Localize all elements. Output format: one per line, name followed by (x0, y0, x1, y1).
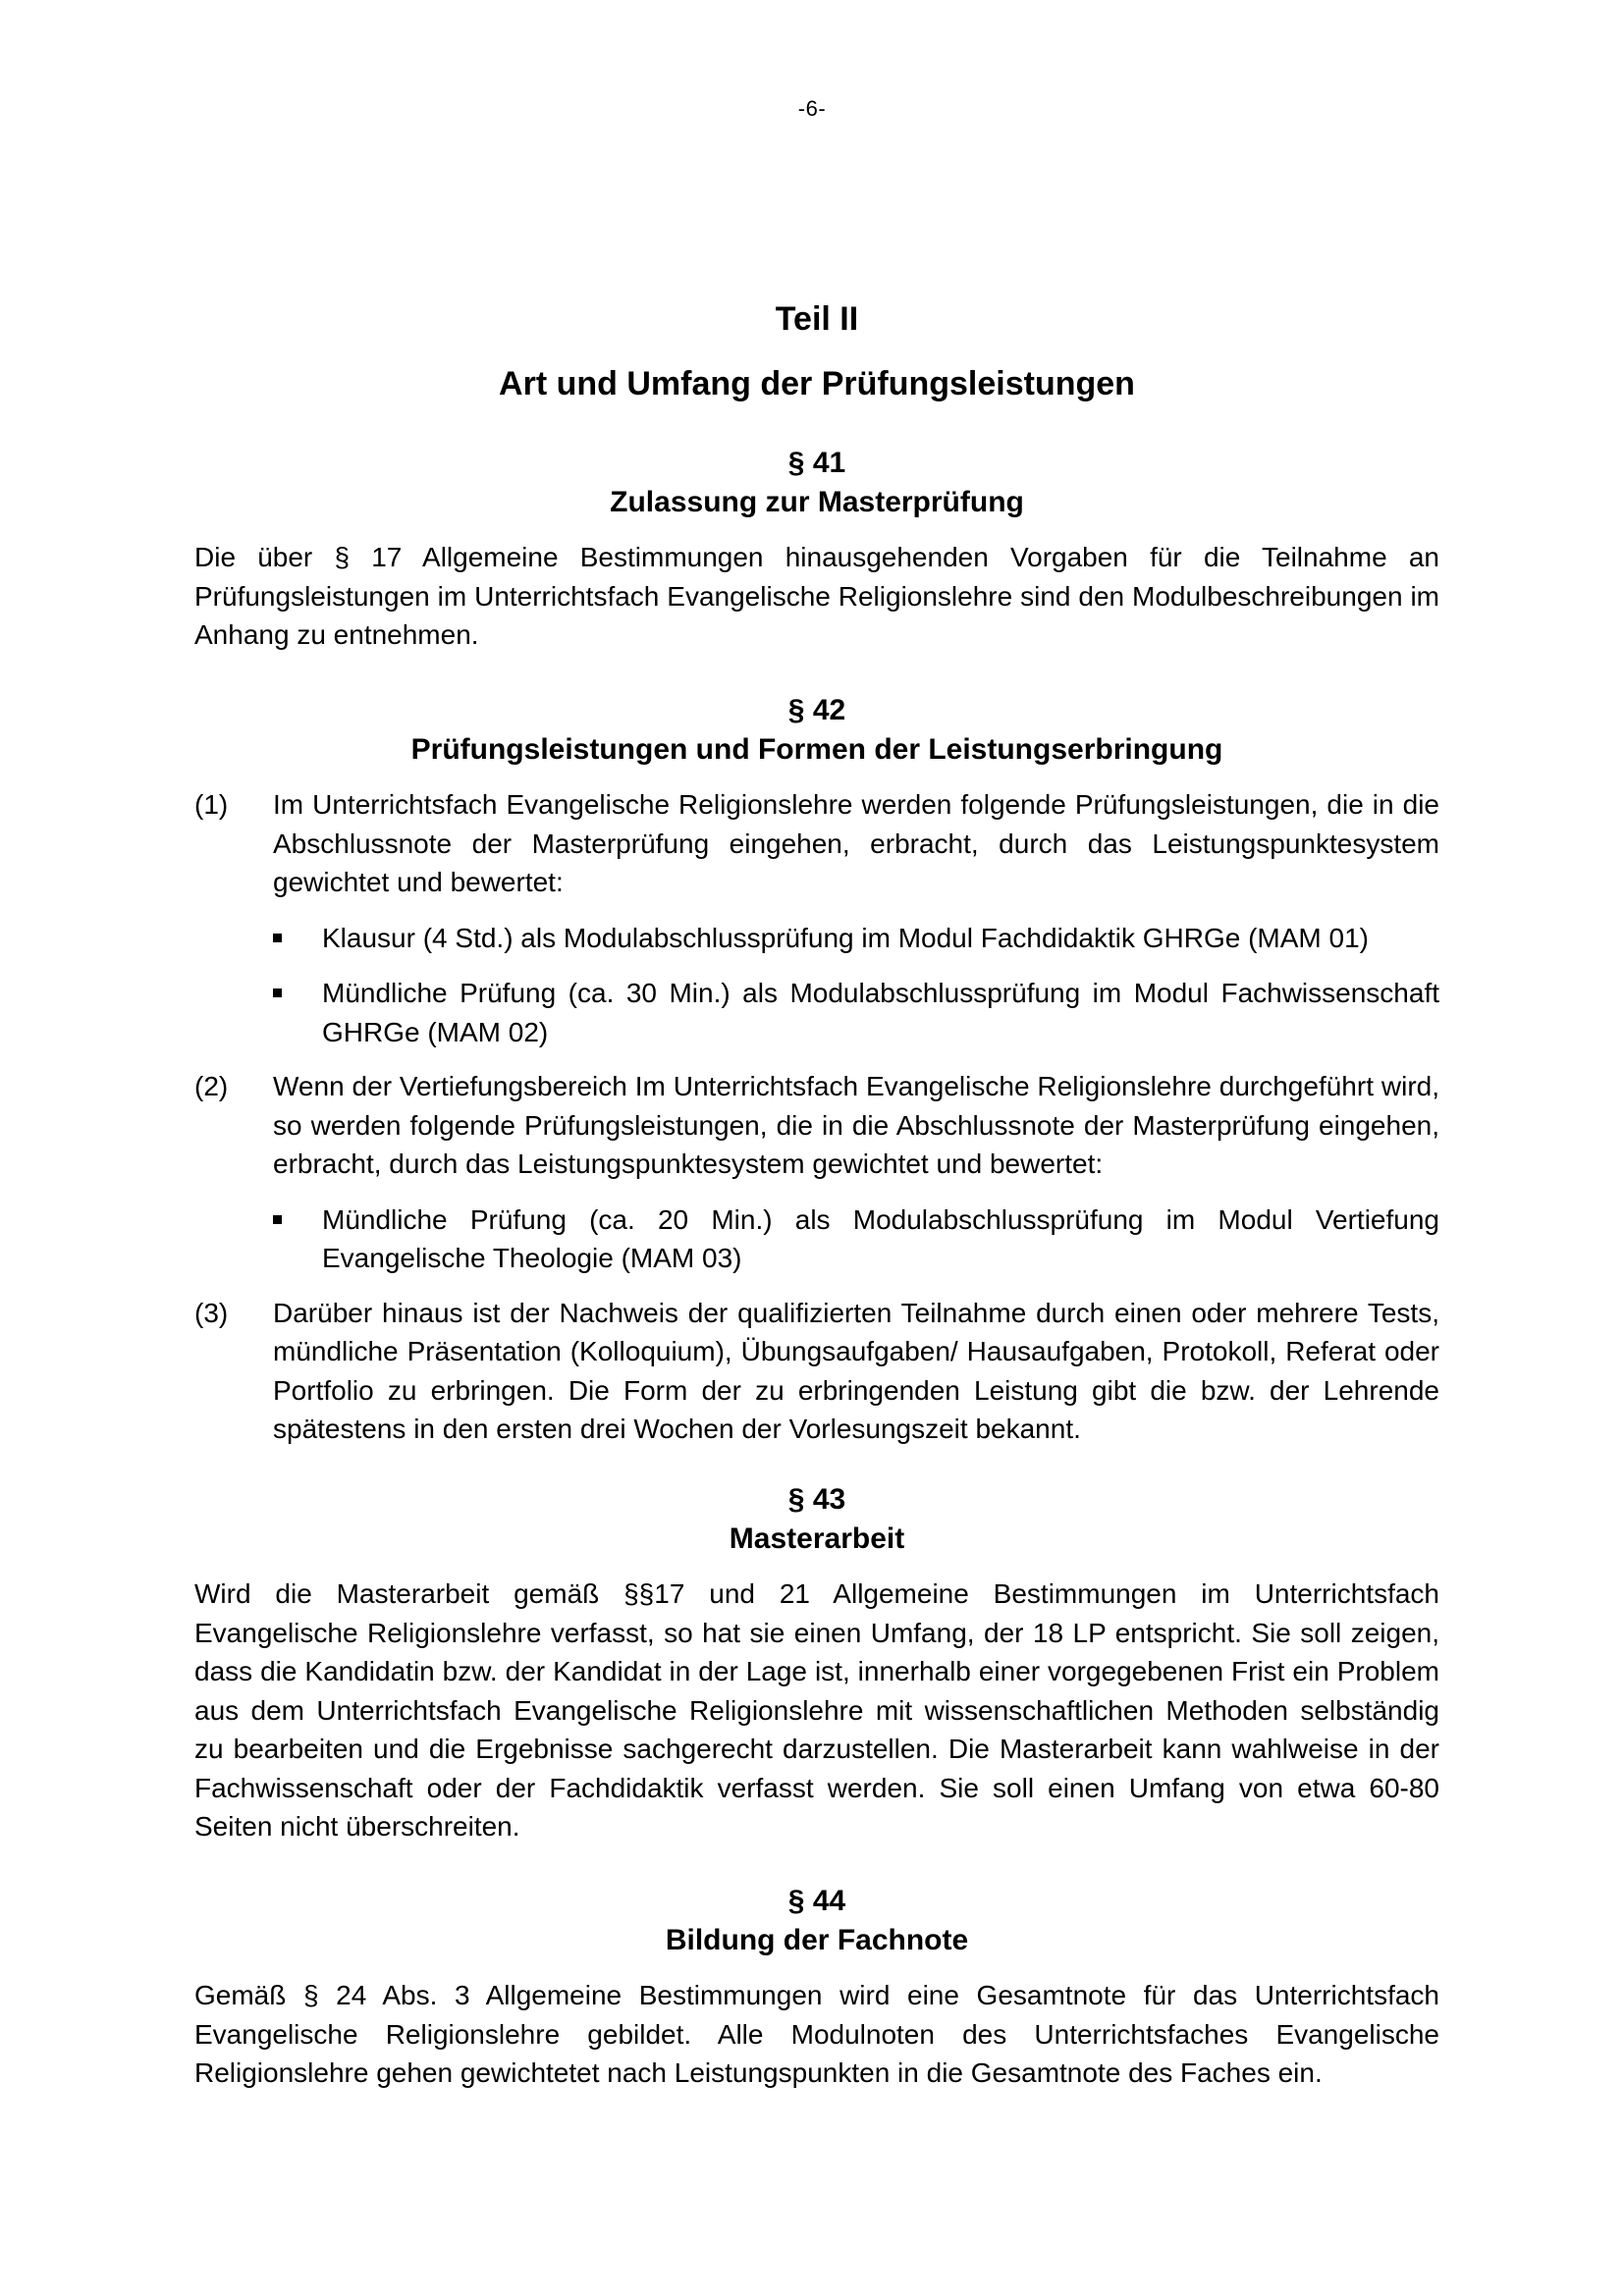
section-43 (194, 1480, 1439, 1846)
paragraph-text: Wenn der Vertiefungsbereich Im Unterrichtsfach Evangelische Religionslehre durchgeführt wird, so werden folgende Prüfungsleistungen, die in die Abschlussnote der Masterprüfung eingehen, erbracht, durch das Leistungspunktesystem gewichtet und bewertet: (273, 1071, 1439, 1179)
section-number: § 42 (787, 694, 846, 726)
section-title: Zulassung zur Masterprüfung (610, 486, 1024, 518)
section-number: § 43 (787, 1483, 846, 1516)
bullet-text: Klausur (4 Std.) als Modulabschlussprüfung im Modul Fachdidaktik GHRGe (MAM 01) (322, 922, 1369, 953)
section-text: Wird die Masterarbeit gemäß §§17 und 21 Allgemeine Bestimmungen im Unterrichtsfach Evangelische Religionslehre verfasst, so hat sie einen Umfang, der 18 LP entspricht. Sie soll zeigen, dass die Kandidatin bzw. der Kandidat in der Lage ist, innerhalb einer vorgegebenen Frist ein Problem aus dem Unterrichtsfach Evangelische Religionslehre mit wissenschaftlichen Methoden selbständig zu bearbeiten und die Ergebnisse sachgerecht darzustellen. Die Masterarbeit kann wahlweise in der Fachwissenschaft oder der Fachdidaktik verfasst werden. Sie soll einen Umfang von etwa 60-80 Seiten nicht überschreiten. (194, 1578, 1439, 1842)
section-title: Bildung der Fachnote (665, 1924, 969, 1956)
section-text: Gemäß § 24 Abs. 3 Allgemeine Bestimmungen wird eine Gesamtnote für das Unterrichtsfach Evangelische Religionslehre gebildet. Alle Modulnoten des Unterrichtsfaches Evangelische Religionslehre gehen gewichtetet nach Leistungspunkten in die Gesamtnote des Faches ein. (194, 1980, 1439, 2088)
square-bullet-icon (273, 934, 282, 942)
paragraph-number: (3) (194, 1297, 229, 1328)
section-42 (194, 691, 1439, 1449)
part-label: Teil II (775, 300, 859, 338)
bullet-text: Mündliche Prüfung (ca. 30 Min.) als Modulabschlussprüfung im Modul Fachwissenschaft GHRGe (MAM 02) (322, 978, 1439, 1047)
section-number: § 44 (787, 1885, 846, 1917)
bullet-item (194, 1201, 1439, 1278)
section-title: Masterarbeit (729, 1522, 905, 1555)
section-number: § 41 (787, 447, 846, 479)
paragraph-text: Darüber hinaus ist der Nachweis der qualifizierten Teilnahme durch einen oder mehrere Tests, mündliche Präsentation (Kolloquium), Übungsaufgaben/ Hausaufgaben, Protokoll, Referat oder Portfolio zu erbringen. Die Form der zu erbringenden Leistung gibt die bzw. der Lehrende spätestens in den ersten drei Wochen der Vorlesungszeit bekannt. (273, 1297, 1439, 1444)
square-bullet-icon (273, 1215, 282, 1224)
part-title: Art und Umfang der Prüfungsleistungen (499, 365, 1135, 402)
paragraph-text: Im Unterrichtsfach Evangelische Religionslehre werden folgende Prüfungsleistungen, die in die Abschlussnote der Masterprüfung eingehen, erbracht, durch das Leistungspunktesystem gewichtet und bewertet: (273, 789, 1439, 897)
bullet-item (194, 974, 1439, 1051)
bullet-item (194, 919, 1439, 958)
bullet-text: Mündliche Prüfung (ca. 20 Min.) als Modulabschlussprüfung im Modul Vertiefung Evangelische Theologie (MAM 03) (322, 1203, 1439, 1273)
section-text: Die über § 17 Allgemeine Bestimmungen hinausgehenden Vorgaben für die Teilnahme an Prüfungsleistungen im Unterrichtsfach Evangelische Religionslehre sind den Modulbeschreibungen im Anhang zu entnehmen. (194, 542, 1439, 650)
paragraph-1 (194, 785, 1439, 902)
square-bullet-icon (273, 988, 282, 997)
paragraph-number: (1) (194, 789, 229, 820)
page-number: -6- (797, 96, 827, 121)
section-41 (194, 444, 1439, 655)
paragraph-3 (194, 1294, 1439, 1449)
paragraph-2 (194, 1067, 1439, 1184)
paragraph-number: (2) (194, 1071, 229, 1101)
section-title: Prüfungsleistungen und Formen der Leistungserbringung (410, 733, 1223, 766)
section-44 (194, 1882, 1439, 2093)
